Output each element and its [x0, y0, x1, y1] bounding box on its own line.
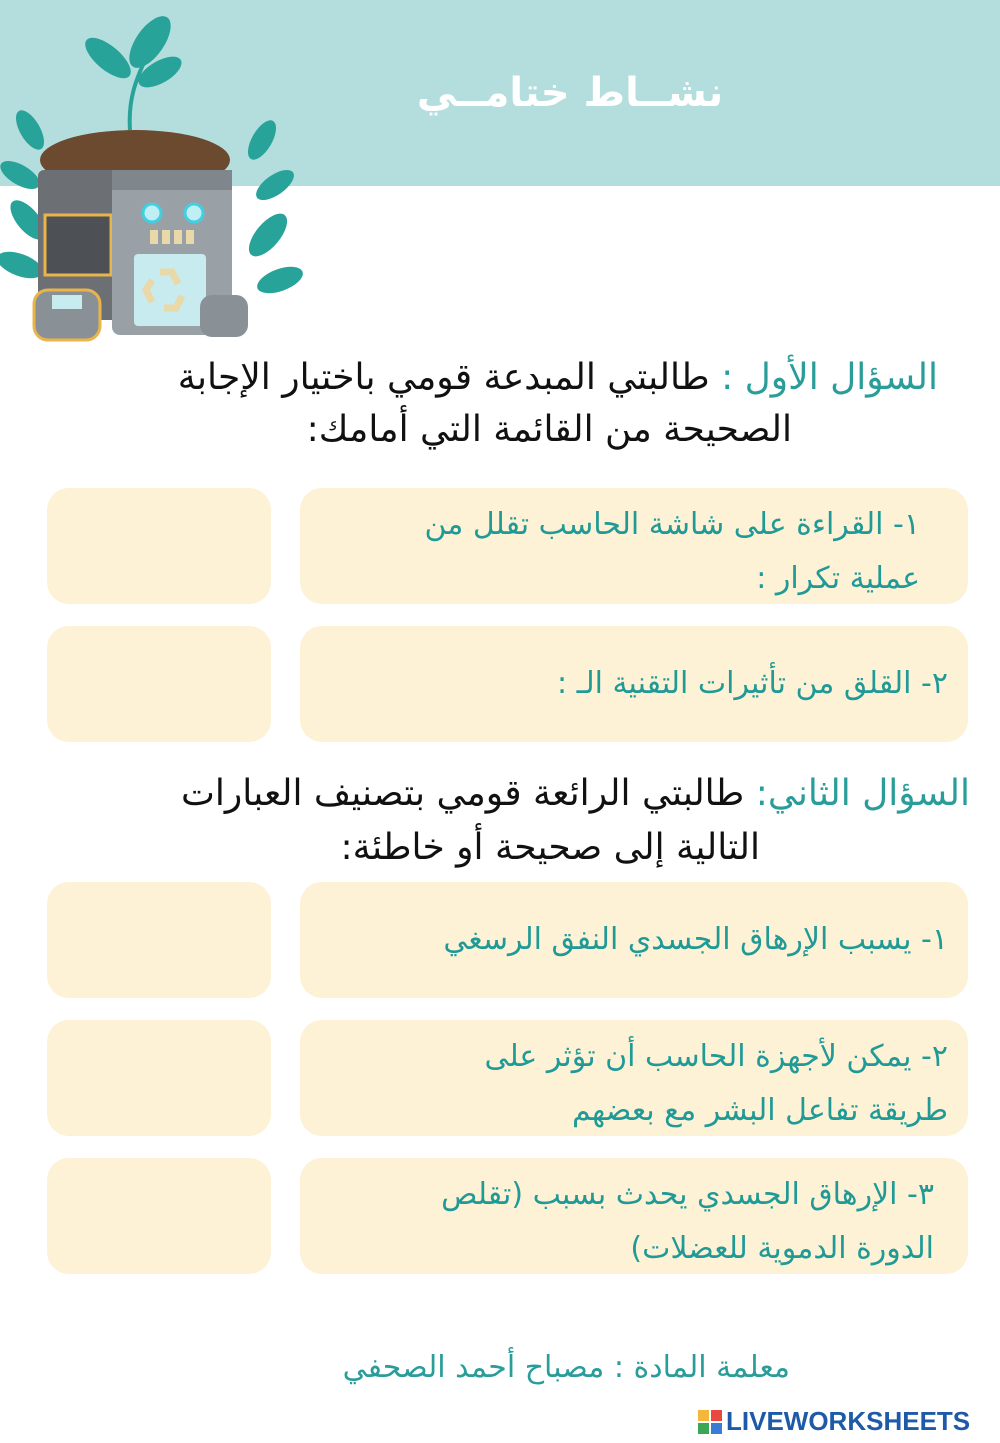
question-2-item-1-answer-box[interactable] [47, 882, 271, 998]
liveworksheets-logo-icon [698, 1410, 722, 1434]
liveworksheets-brand[interactable] [698, 1406, 994, 1438]
item-line: الدورة الدموية للعضلات) [630, 1231, 934, 1266]
question-1-heading [40, 352, 938, 404]
question-2-item-2-text [320, 1030, 948, 1138]
teacher-name: معلمة المادة : مصباح أحمد الصحفي [342, 1350, 790, 1385]
question-2-item-3-answer-box[interactable] [47, 1158, 271, 1274]
question-1-item-1-answer-box[interactable] [47, 488, 271, 604]
question-2-heading [40, 768, 970, 820]
recycling-robot-illustration [0, 10, 310, 350]
item-line: عملية تكرار : [756, 561, 920, 596]
question-2-item-1-text [320, 913, 948, 967]
question-1-line-1: طالبتي المبدعة قومي باختيار الإجابة [177, 357, 710, 398]
question-1-item-1-text [320, 498, 920, 606]
page-title: نشــاط ختامــي [416, 70, 724, 116]
question-1-label: السؤال الأول : [721, 357, 938, 398]
question-2-line-2: التالية إلى صحيحة أو خاطئة: [340, 827, 760, 868]
question-2-item-2-answer-box[interactable] [47, 1020, 271, 1136]
question-2-item-3-text [320, 1168, 934, 1276]
item-line: ٢- يمكن لأجهزة الحاسب أن تؤثر على [484, 1039, 948, 1074]
item-line: ١- يسبب الإرهاق الجسدي النفق الرسغي [443, 922, 948, 957]
item-line: طريقة تفاعل البشر مع بعضهم [572, 1093, 948, 1128]
item-line: ٢- القلق من تأثيرات التقنية الـ : [557, 666, 948, 701]
question-1-item-2-answer-box[interactable] [47, 626, 271, 742]
item-line: ٣- الإرهاق الجسدي يحدث بسبب (تقلص [441, 1177, 934, 1212]
question-2-line-1: طالبتي الرائعة قومي بتصنيف العبارات [181, 773, 745, 814]
question-1-line-2: الصحيحة من القائمة التي أمامك: [306, 409, 792, 450]
item-line: ١- القراءة على شاشة الحاسب تقلل من [424, 507, 920, 542]
liveworksheets-text: LIVEWORKSHEETS [726, 1406, 971, 1436]
question-1-item-2-text [320, 657, 948, 711]
question-2-label: السؤال الثاني: [755, 773, 970, 814]
